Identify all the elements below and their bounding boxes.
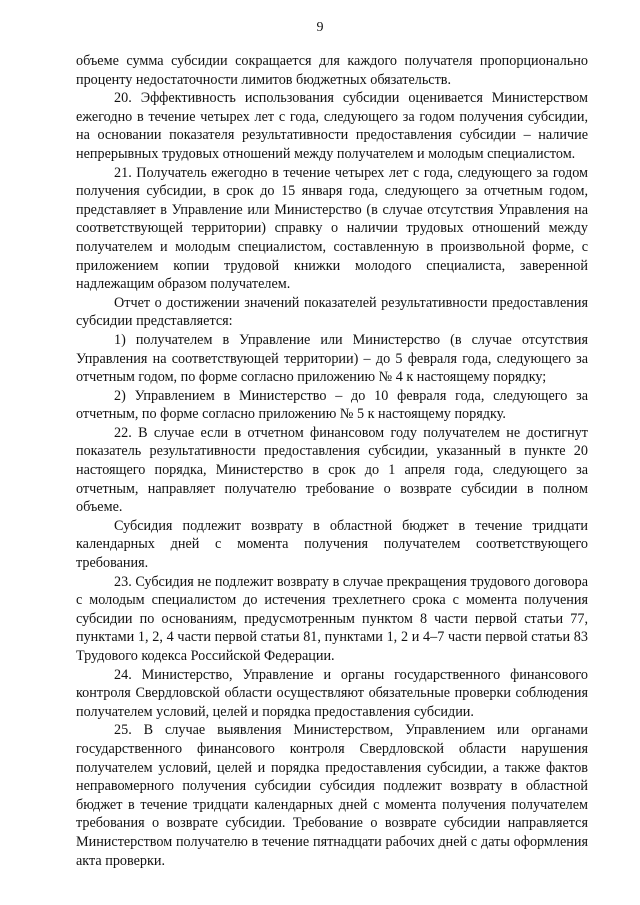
paragraph-23: 23. Субсидия не подлежит возврату в случае прекращения трудового договора с молодым специалистом до истечения трехлетнего срока с момента получения субсидии по основаниям, предусмотренным пунктом 8 части первой статьи 77, пунктами 1, 2, 4 части первой статьи 81, пунктами 1, 2 и 4–7 части первой статьи 83 Трудового кодекса Российской Федерации. bbox=[76, 573, 588, 664]
document-body bbox=[76, 52, 588, 870]
page-number: 9 bbox=[316, 20, 324, 35]
paragraph-report-item-1: 1) получателем в Управление или Министерство (в случае отсутствия Управления на соответствующей территории) – до 5 февраля года, следующего за отчетным годом, по форме согласно приложению № 4 к настоящему порядку; bbox=[76, 331, 588, 386]
paragraph-continuation: объеме сумма субсидии сокращается для каждого получателя пропорционально проценту недостаточности лимитов бюджетных обязательств. bbox=[76, 53, 588, 88]
paragraph-report-intro: Отчет о достижении значений показателей результативности предоставления субсидии представляется: bbox=[76, 294, 588, 330]
paragraph-report-item-2: 2) Управлением в Министерство – до 10 февраля года, следующего за отчетным, по форме согласно приложению № 5 к настоящему порядку. bbox=[76, 387, 588, 423]
paragraph-refund-term: Субсидия подлежит возврату в областной бюджет в течение тридцати календарных дней с момента получения получателем соответствующего требования. bbox=[76, 517, 588, 572]
paragraph-21: 21. Получатель ежегодно в течение четырех лет с года, следующего за годом получения субсидии, в срок до 15 января года, следующего за отчетным годом, представляет в Управление или Министерство (в случае отсутствия Управления на соответствующей территории) справку о наличии трудовых отношений между получателем и молодым специалистом, составленную в произвольной форме, с приложением копии трудовой книжки молодого специалиста, заверенной надлежащим образом получателем. bbox=[76, 164, 588, 293]
paragraph-22: 22. В случае если в отчетном финансовом году получателем не достигнут показатель результативности предоставления субсидии, указанный в пункте 20 настоящего порядка, Министерство в срок до 1 апреля года, следующего за отчетным, направляет получателю требование о возврате субсидии в полном объеме. bbox=[76, 424, 588, 516]
paragraph-25: 25. В случае выявления Министерством, Управлением или органами государственного финансового контроля Свердловской области нарушения получателем условий, целей и порядка предоставления субсидии, а также фактов неправомерного получения субсидии субсидия подлежит возврату в областной бюджет в течение тридцати календарных дней с момента получения получателем требования о возврате субсидии. Требование о возврате субсидии направляется Министерством получателю в течение пятнадцати рабочих дней с даты оформления акта проверки. bbox=[76, 722, 588, 869]
paragraph-20: 20. Эффективность использования субсидии оценивается Министерством ежегодно в течение четырех лет с года, следующего за годом получения субсидии, на основании показателя результативности предоставления субсидии – наличие непрерывных трудовых отношений между получателем и молодым специалистом. bbox=[76, 90, 588, 162]
paragraph-24: 24. Министерство, Управление и органы государственного финансового контроля Свердловской области осуществляют обязательные проверки соблюдения получателем условий, целей и порядка предоставления субсидии. bbox=[76, 666, 588, 720]
